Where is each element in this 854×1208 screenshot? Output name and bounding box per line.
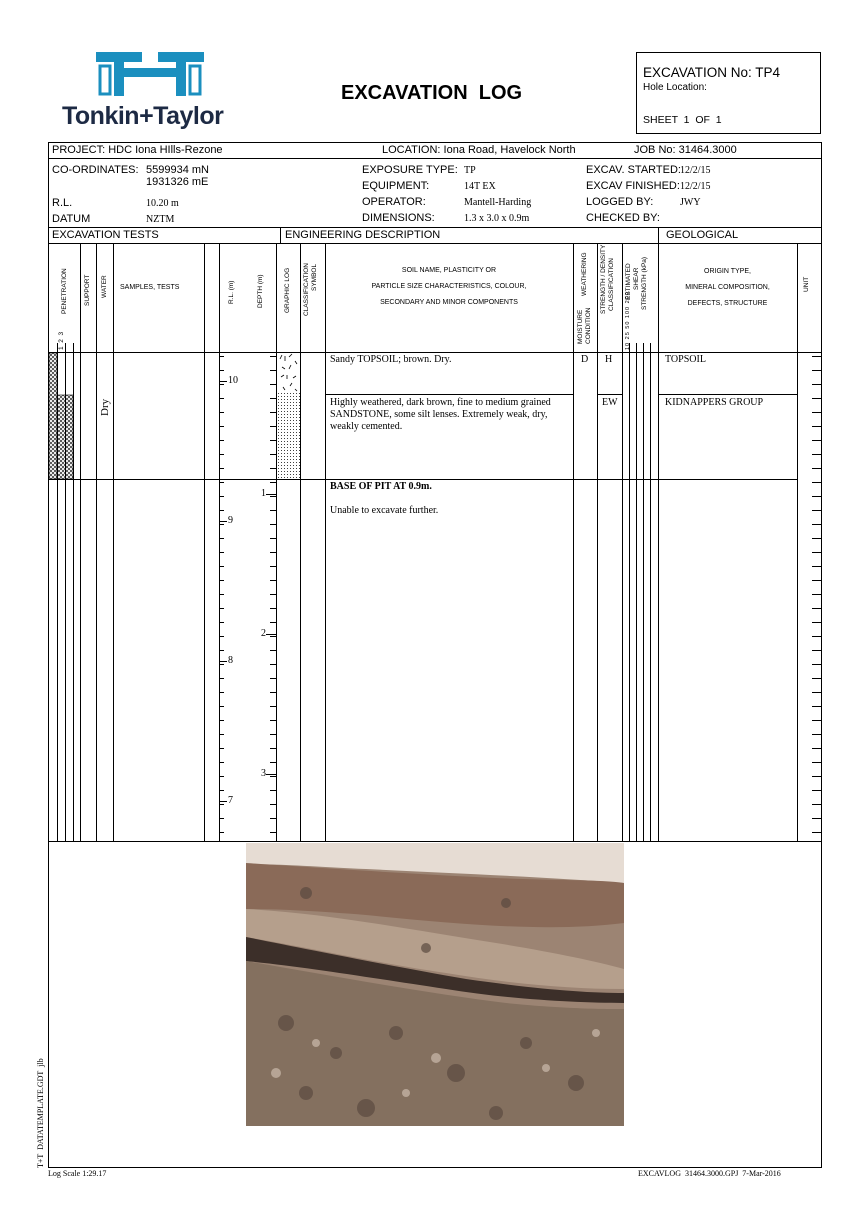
dimensions-value: 1.3 x 3.0 x 0.9m [464, 213, 530, 224]
scale-tick [219, 608, 224, 609]
scale-tick [270, 762, 276, 763]
scale-tick [270, 804, 276, 805]
scale-tick [219, 398, 224, 399]
col-origin-line1: ORIGIN TYPE, [704, 268, 751, 275]
hole-location: Hole Location: [643, 82, 707, 93]
layer2-origin: KIDNAPPERS GROUP [665, 397, 764, 408]
scale-tick [270, 398, 276, 399]
col-shear-scale: 10 25 50 100 200 [625, 291, 631, 350]
scale-tick [812, 776, 821, 777]
scale-tick [270, 594, 276, 595]
scale-tick [219, 818, 224, 819]
scale-tick [219, 580, 224, 581]
col-depth: DEPTH (m) [257, 274, 264, 308]
equipment-label: EQUIPMENT: [362, 180, 430, 192]
scale-tick [266, 494, 276, 495]
scale-tick [270, 538, 276, 539]
scale-tick [812, 678, 821, 679]
scale-tick [812, 580, 821, 581]
layer1-strength: H [605, 354, 613, 365]
scale-tick [219, 412, 224, 413]
scale-tick [270, 552, 276, 553]
scale-tick [219, 552, 224, 553]
scale-tick [219, 636, 224, 637]
scale-tick [219, 706, 224, 707]
scale-tick [219, 426, 224, 427]
scale-tick [219, 356, 224, 357]
rl-tick-7: 7 [228, 795, 233, 806]
scale-tick [219, 678, 224, 679]
scale-tick [270, 496, 276, 497]
scale-tick [219, 524, 224, 525]
scale-tick [812, 790, 821, 791]
scale-tick [270, 356, 276, 357]
scale-tick [812, 510, 821, 511]
layer2-strength: EW [602, 397, 618, 408]
scale-tick [219, 468, 224, 469]
operator-value: Mantell-Harding [464, 197, 532, 208]
started-label: EXCAV. STARTED: [586, 164, 681, 176]
excavation-photo [246, 843, 624, 1126]
scale-tick [219, 566, 224, 567]
scale-tick [219, 734, 224, 735]
scale-tick [219, 801, 227, 802]
penetration-hatch [49, 353, 74, 479]
col-strength: STRENGTH / DENSITY [600, 244, 607, 314]
col-support: SUPPORT [84, 274, 91, 306]
rl-tick-8: 8 [228, 655, 233, 666]
scale-tick [266, 774, 276, 775]
scale-tick [812, 748, 821, 749]
finished-label: EXCAV FINISHED: [586, 180, 680, 192]
scale-tick [812, 594, 821, 595]
depth-tick-1: 1 [261, 488, 266, 499]
scale-tick [812, 832, 821, 833]
scale-tick [812, 412, 821, 413]
col-penetration: PENETRATION [61, 268, 68, 314]
col-samples: SAMPLES, TESTS [120, 284, 180, 291]
scale-tick [812, 762, 821, 763]
company-logo [62, 50, 242, 135]
rl-tick-10: 10 [228, 375, 238, 386]
col-origin-line2: MINERAL COMPOSITION, [685, 284, 770, 291]
scale-tick [270, 412, 276, 413]
water-level: Dry [99, 398, 111, 416]
scale-tick [219, 832, 224, 833]
scale-tick [812, 636, 821, 637]
col-rl: R.L. (m) [228, 280, 235, 304]
col-origin-line3: DEFECTS, STRUCTURE [687, 300, 768, 307]
col-water: WATER [101, 275, 108, 298]
col-condition: CONDITION [585, 307, 592, 344]
page-title: EXCAVATION LOG [341, 82, 523, 104]
scale-tick [270, 678, 276, 679]
scale-tick [812, 552, 821, 553]
scale-tick [219, 496, 224, 497]
equipment-value: 14T EX [464, 181, 496, 192]
layer1-origin: TOPSOIL [665, 354, 706, 365]
scale-tick [270, 454, 276, 455]
scale-tick [812, 384, 821, 385]
scale-tick [270, 426, 276, 427]
rl-value: 10.20 m [146, 198, 179, 209]
scale-tick [270, 636, 276, 637]
scale-tick [812, 524, 821, 525]
layer2-description: Highly weathered, dark brown, fine to medium grained SANDSTONE, some silt lenses. Extremely weak, dry, weakly cemented. [330, 397, 551, 432]
scale-tick [219, 381, 227, 382]
scale-tick [812, 398, 821, 399]
scale-tick [812, 356, 821, 357]
scale-tick [812, 804, 821, 805]
scale-tick [270, 720, 276, 721]
scale-tick [812, 664, 821, 665]
scale-tick [270, 776, 276, 777]
scale-tick [270, 692, 276, 693]
finished-value: 12/2/15 [680, 181, 711, 192]
scale-tick [270, 734, 276, 735]
company-name: Tonkin+Taylor [62, 102, 224, 130]
scale-tick [219, 370, 224, 371]
base-of-pit: BASE OF PIT AT 0.9m. [330, 481, 432, 492]
datum-label: DATUM [52, 213, 91, 225]
logged-label: LOGGED BY: [586, 196, 654, 208]
scale-tick [219, 762, 224, 763]
scale-tick [812, 734, 821, 735]
scale-tick [270, 832, 276, 833]
project: PROJECT: HDC Iona HIlls-Rezone [52, 144, 223, 156]
scale-tick [812, 818, 821, 819]
exposure-label: EXPOSURE TYPE: [362, 164, 458, 176]
excavation-photo-icon [246, 843, 624, 1126]
scale-tick [270, 622, 276, 623]
scale-tick [270, 440, 276, 441]
coordinates-east: 1931326 mE [146, 176, 209, 188]
sheet-number: SHEET 1 OF 1 [643, 114, 722, 126]
coordinates-label: CO-ORDINATES: [52, 164, 139, 176]
scale-tick [270, 748, 276, 749]
rl-label: R.L. [52, 197, 73, 209]
scale-tick [219, 664, 224, 665]
scale-tick [219, 650, 224, 651]
checked-label: CHECKED BY: [586, 212, 660, 224]
section-geological: GEOLOGICAL [666, 229, 739, 241]
col-shear-est: ESTIMATED [625, 263, 632, 300]
datum-value: NZTM [146, 214, 175, 225]
scale-tick [812, 706, 821, 707]
scale-tick [812, 440, 821, 441]
scale-tick [219, 622, 224, 623]
layer1-description: Sandy TOPSOIL; brown. Dry. [330, 354, 452, 365]
col-unit: UNIT [803, 276, 810, 292]
col-soil-line1: SOIL NAME, PLASTICITY OR [401, 267, 497, 274]
scale-tick [219, 804, 224, 805]
logo-mark-icon [62, 50, 242, 100]
dimensions-label: DIMENSIONS: [362, 212, 435, 224]
scale-tick [812, 692, 821, 693]
scale-tick [270, 608, 276, 609]
col-graphic-log: GRAPHIC LOG [284, 267, 291, 313]
scale-tick [219, 661, 227, 662]
side-note: T+T DATATEMPLATE.GDT jlb [36, 1058, 45, 1168]
location: LOCATION: Iona Road, Havelock North [382, 144, 576, 156]
scale-tick [266, 634, 276, 635]
scale-tick [219, 720, 224, 721]
exposure-value: TP [464, 165, 476, 176]
scale-tick [219, 440, 224, 441]
col-penetration-scale: 1 2 3 [58, 331, 65, 350]
scale-tick [219, 748, 224, 749]
col-shear: SHEAR [633, 267, 640, 290]
scale-tick [219, 538, 224, 539]
scale-tick [270, 510, 276, 511]
scale-tick [812, 608, 821, 609]
scale-tick [270, 468, 276, 469]
col-shear-strength: STRENGTH (kPa) [641, 256, 648, 310]
operator-label: OPERATOR: [362, 196, 426, 208]
scale-tick [270, 370, 276, 371]
col-moisture: MOISTURE [577, 309, 584, 344]
scale-tick [270, 384, 276, 385]
scale-tick [812, 468, 821, 469]
scale-tick [219, 776, 224, 777]
logged-value: JWY [680, 197, 701, 208]
base-note: Unable to excavate further. [330, 505, 439, 516]
scale-tick [812, 426, 821, 427]
scale-tick [812, 454, 821, 455]
scale-tick [270, 706, 276, 707]
scale-tick [270, 818, 276, 819]
graphic-log [277, 353, 300, 479]
scale-tick [219, 384, 224, 385]
col-symbol: SYMBOL [311, 263, 318, 291]
file-reference: EXCAVLOG 31464.3000.GPJ 7-Mar-2016 [638, 1169, 781, 1178]
scale-tick [270, 580, 276, 581]
scale-tick [270, 790, 276, 791]
scale-tick [812, 622, 821, 623]
layer1-moisture: D [581, 354, 589, 365]
scale-tick [812, 538, 821, 539]
scale-tick [812, 720, 821, 721]
col-strength-class: CLASSIFICATION [608, 258, 615, 311]
scale-tick [270, 664, 276, 665]
scale-tick [270, 482, 276, 483]
section-engineering-description: ENGINEERING DESCRIPTION [285, 229, 441, 241]
section-excavation-tests: EXCAVATION TESTS [52, 229, 159, 241]
rl-tick-9: 9 [228, 515, 233, 526]
scale-tick [219, 454, 224, 455]
excavation-number: EXCAVATION No: TP4 [643, 65, 781, 80]
scale-tick [219, 692, 224, 693]
depth-tick-3: 3 [261, 768, 266, 779]
scale-tick [812, 482, 821, 483]
scale-tick [812, 496, 821, 497]
col-soil-line3: SECONDARY AND MINOR COMPONENTS [380, 299, 518, 306]
depth-tick-2: 2 [261, 628, 266, 639]
col-weathering: WEATHERING [581, 252, 588, 296]
scale-tick [812, 650, 821, 651]
scale-tick [270, 524, 276, 525]
col-soil-line2: PARTICLE SIZE CHARACTERISTICS, COLOUR, [371, 283, 527, 290]
log-scale: Log Scale 1:29.17 [48, 1169, 107, 1178]
scale-tick [219, 594, 224, 595]
coordinates-north: 5599934 mN [146, 164, 209, 176]
scale-tick [270, 566, 276, 567]
scale-tick [270, 650, 276, 651]
scale-tick [219, 521, 227, 522]
job-number: JOB No: 31464.3000 [634, 144, 737, 156]
scale-tick [812, 370, 821, 371]
excavation-number-box [636, 52, 821, 134]
col-classification: CLASSIFICATION [303, 263, 310, 316]
scale-tick [219, 482, 224, 483]
scale-tick [219, 510, 224, 511]
scale-tick [812, 566, 821, 567]
scale-tick [219, 790, 224, 791]
started-value: 12/2/15 [680, 165, 711, 176]
